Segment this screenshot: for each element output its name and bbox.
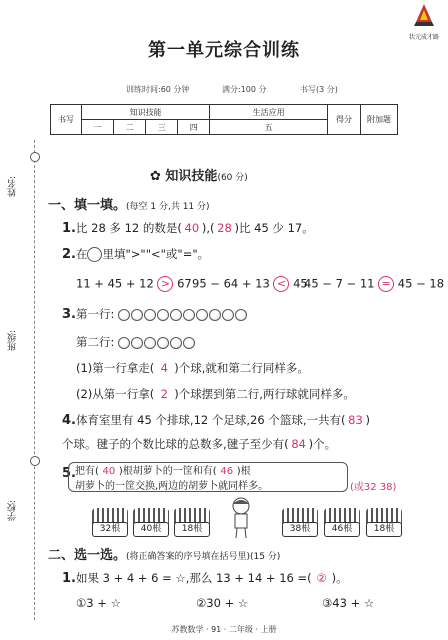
question-5-bubble: 把有( 40 )根胡萝卜的一筐和有( 46 )根 胡萝卜的一筐交换,两边的胡萝卜就同样多。 bbox=[68, 462, 348, 492]
question-5-number: 5. bbox=[62, 466, 76, 481]
ball-icon bbox=[170, 337, 182, 349]
col-3: 三 bbox=[146, 120, 178, 135]
question-4-line1: 4.体育室里有 45 个排球,12 个足球,26 个篮球,一共有( 83 ) bbox=[62, 413, 370, 428]
compare-2: 95 − 64 + 13 < 45 bbox=[192, 276, 308, 291]
ball-icon bbox=[196, 309, 208, 321]
binding-hole bbox=[30, 152, 40, 162]
cell-shuxie: 书写 bbox=[51, 105, 82, 135]
question-3-part2: (2)从第一行拿( 2 )个球摆到第二行,两行球就同样多。 bbox=[76, 387, 355, 401]
full-score: 满分:100 分 bbox=[222, 85, 267, 94]
answer-1b: 28 bbox=[217, 221, 232, 235]
choice-question-1: 1.如果 3 + 4 + 6 = ☆,那么 13 + 14 + 16 =( ② )。 bbox=[62, 571, 348, 586]
compare-answer-2: < bbox=[273, 276, 289, 292]
col-4: 四 bbox=[178, 120, 210, 135]
section-2-note: (将正确答案的序号填在括号里)(15 分) bbox=[126, 552, 281, 562]
row2-balls bbox=[118, 335, 196, 349]
child-icon bbox=[226, 496, 256, 540]
compare-answer-3: = bbox=[378, 276, 394, 292]
choice-answer-1: ② bbox=[316, 571, 327, 585]
ball-icon bbox=[209, 309, 221, 321]
basket: 40根 bbox=[133, 508, 169, 536]
score-table bbox=[50, 104, 398, 135]
circle-icon bbox=[87, 247, 102, 262]
knowledge-header bbox=[150, 165, 248, 184]
section-1-title: 一、填一填。 bbox=[48, 198, 127, 213]
brand-name: 状元成才路 bbox=[408, 34, 439, 41]
ball-icon bbox=[144, 309, 156, 321]
question-3-row2: 第二行: bbox=[76, 334, 196, 350]
ball-icon bbox=[157, 337, 169, 349]
col-1: 一 bbox=[82, 120, 114, 135]
question-1: 1.比 28 多 12 的数是( 40 ),( 28 )比 45 少 17。 bbox=[62, 221, 314, 236]
cell-zhishi: 知识技能 bbox=[82, 105, 210, 120]
ball-icon bbox=[222, 309, 234, 321]
answer-5-2: 46 bbox=[220, 466, 234, 477]
compare-answer-1: > bbox=[157, 276, 173, 292]
option-1: ①3 + ☆ bbox=[76, 596, 121, 610]
ball-icon bbox=[118, 337, 130, 349]
ball-icon bbox=[183, 309, 195, 321]
ball-icon bbox=[183, 337, 195, 349]
option-3: ③43 + ☆ bbox=[322, 596, 375, 610]
question-3-row1: 3.第一行: bbox=[62, 306, 248, 322]
basket: 46根 bbox=[324, 508, 360, 536]
ball-icon bbox=[118, 309, 130, 321]
answer-1a: 40 bbox=[184, 221, 200, 235]
cell-defen: 得分 bbox=[328, 105, 361, 135]
question-4-line2: 个球。毽子的个数比球的总数多,毽子至少有( 84 )个。 bbox=[62, 437, 337, 451]
answer-5-alt: (或32 38) bbox=[350, 482, 397, 493]
ball-icon bbox=[235, 309, 247, 321]
col-2: 二 bbox=[114, 120, 146, 135]
writing-score: 书写(3 分) bbox=[300, 85, 338, 94]
ball-icon bbox=[131, 309, 143, 321]
ball-icon bbox=[144, 337, 156, 349]
page-title: 第一单元综合训练 bbox=[148, 40, 300, 61]
time-limit: 训练时间:60 分钟 bbox=[126, 85, 190, 94]
question-3-part1: (1)第一行拿走( 4 )个球,就和第二行同样多。 bbox=[76, 361, 309, 375]
ball-icon bbox=[157, 309, 169, 321]
binding-hole bbox=[30, 456, 40, 466]
answer-5-1: 40 bbox=[102, 466, 116, 477]
page-footer: 苏教数学 · 91 · 二年级 · 上册 bbox=[171, 625, 277, 634]
basket: 32根 bbox=[92, 508, 128, 536]
ball-icon bbox=[170, 309, 182, 321]
answer-4-2: 84 bbox=[291, 437, 306, 451]
cell-shenghuo: 生活应用 bbox=[210, 105, 328, 120]
answer-4-1: 83 bbox=[348, 413, 363, 427]
section-1-note: (每空 1 分,共 11 分) bbox=[126, 202, 210, 212]
compare-3: 45 − 7 − 11 = 45 − 18 bbox=[304, 276, 445, 291]
crown-icon bbox=[402, 2, 446, 28]
brand-logo bbox=[402, 2, 446, 41]
col-5: 五 bbox=[210, 120, 328, 135]
section-1-heading bbox=[48, 194, 210, 213]
basket: 18根 bbox=[174, 508, 210, 536]
flower-icon: ✿ bbox=[150, 169, 166, 184]
answer-3-2: 2 bbox=[160, 387, 168, 401]
school-label: 学校: bbox=[8, 500, 18, 522]
knowledge-points: (60 分) bbox=[217, 173, 248, 183]
basket: 38根 bbox=[282, 508, 318, 536]
question-2: 2.在 里填">""<"或"="。 bbox=[62, 247, 210, 262]
knowledge-title: 知识技能 bbox=[165, 169, 218, 184]
basket: 18根 bbox=[366, 508, 402, 536]
section-2-heading bbox=[48, 544, 280, 563]
section-2-title: 二、选一选。 bbox=[48, 548, 127, 563]
compare-1: 11 + 45 + 12 > 67 bbox=[76, 276, 192, 291]
option-2: ②30 + ☆ bbox=[196, 596, 249, 610]
cell-fujia: 附加题 bbox=[361, 105, 398, 135]
answer-3-1: 4 bbox=[160, 361, 168, 375]
name-label: 姓名: bbox=[8, 176, 18, 198]
binding-line bbox=[34, 140, 35, 620]
class-label: 班级: bbox=[8, 330, 18, 352]
row1-balls bbox=[118, 307, 248, 321]
ball-icon bbox=[131, 337, 143, 349]
